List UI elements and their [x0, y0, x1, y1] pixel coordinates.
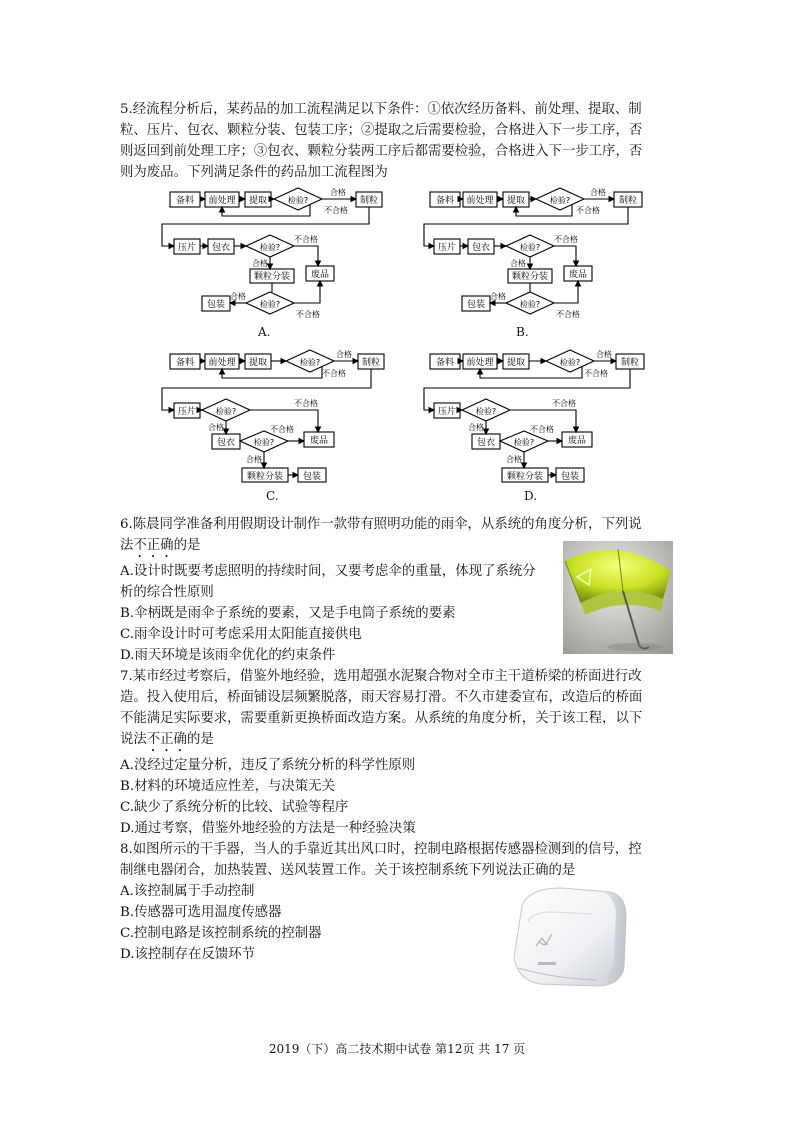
flow-c-yapian: 压片: [177, 407, 197, 417]
q6-option-d: D.雨天环境是该雨伞优化的约束条件: [120, 648, 336, 663]
q8-line-1: 8.如图所示的干手器，当人的手靠近其出风口时，控制电路根据传感器检测到的信号，控: [120, 842, 642, 857]
flow-c-jianyan-2: 检验?: [215, 407, 237, 416]
q6-option-a-2: 析的综合性原则: [120, 585, 214, 600]
q6-option-c: C.雨伞设计时可考虑采用太阳能直接供电: [120, 627, 362, 642]
flow-c-qianchuli: 前处理: [208, 358, 236, 368]
flow-d-buhege-1: 不合格: [584, 369, 608, 378]
flow-b-buhege-1: 不合格: [576, 206, 600, 215]
q8-option-c: C.控制电路是该控制系统的控制器: [120, 926, 322, 941]
option-b-label: B.: [516, 325, 529, 339]
flow-b-beiliao: 备料: [435, 196, 455, 206]
flow-b-jianyan-2: 检验?: [519, 243, 541, 252]
flow-a-buhege-2: 不合格: [294, 235, 318, 244]
flow-d-hege-1: 合格: [596, 350, 612, 359]
flow-a-buhege-1: 不合格: [324, 206, 348, 215]
q5-line-2: 粒、压片、包衣、颗粒分装、包装工序；②提取之后需要检验，合格进入下一步工序，否: [120, 123, 643, 138]
flow-b-jianyan-1: 检验?: [549, 196, 571, 205]
q7-emphasis: 不正确: [146, 732, 187, 747]
flow-a-buhege-3: 不合格: [296, 310, 320, 319]
q5-line-4: 则为废品。下列满足条件的药品加工流程图为: [120, 165, 388, 180]
flow-a-jianyan-1: 检验?: [287, 196, 309, 205]
flow-c-buhege-2: 不合格: [294, 399, 318, 408]
flow-b-tiqu: 提取: [506, 196, 526, 206]
flow-d-beiliao: 备料: [435, 358, 455, 368]
flow-b-buhege-2: 不合格: [554, 235, 578, 244]
flow-a-hege-2: 合格: [252, 259, 268, 268]
flow-d-feipin: 废品: [567, 436, 587, 446]
flow-c-baoyi: 包衣: [216, 438, 236, 448]
flow-a-keli: 颗粒分装: [253, 272, 291, 282]
q7-line-4-pre: 说法: [120, 732, 147, 747]
q8-option-d: D.该控制存在反馈环节: [120, 947, 256, 962]
q7-option-a: A.没经过定量分析，违反了系统分析的科学性原则: [120, 758, 416, 773]
flow-a-feipin: 废品: [310, 270, 330, 280]
q7-line-4-post: 的是: [186, 732, 214, 747]
flow-c-jianyan-1: 检验?: [299, 358, 321, 367]
flow-d-jianyan-3: 检验?: [513, 438, 535, 447]
flow-d-tiqu: 提取: [506, 358, 526, 368]
q6-option-a-1: A.设计时既要考虑照明的持续时间，又要考虑伞的重量，体现了系统分: [120, 564, 536, 579]
q6-line-1: 6.陈晨同学准备利用假期设计制作一款带有照明功能的雨伞，从系统的角度分析，下列说: [120, 517, 642, 532]
q7-line-1: 7.某市经过考察后，借鉴外地经验，选用超强水泥聚合物对全市主干道桥梁的桥面进行改: [120, 669, 642, 684]
flow-a-baozhuang: 包装: [206, 300, 226, 310]
q8-option-b: B.传感器可选用温度传感器: [120, 905, 282, 920]
flow-a-beiliao: 备料: [175, 196, 195, 206]
flow-c-tiqu: 提取: [248, 358, 268, 368]
flow-d-buhege-2: 不合格: [552, 399, 576, 408]
flow-c-beiliao: 备料: [175, 358, 195, 368]
q7-option-b: B.材料的环境适应性差，与决策无关: [120, 779, 335, 794]
flow-b-yapian: 压片: [437, 243, 457, 253]
q8-line-2: 制继电器闭合，加热装置、送风装置工作。关于该控制系统下列说法正确的是: [120, 863, 576, 878]
umbrella-image: [563, 541, 673, 654]
flow-a-jianyan-3: 检验?: [259, 300, 281, 309]
flow-a-yapian: 压片: [177, 243, 197, 253]
flow-d-qianchuli: 前处理: [466, 358, 494, 368]
flow-a-hege-3: 合格: [230, 292, 246, 301]
flow-c-hege-1: 合格: [336, 350, 352, 359]
option-d-label: D.: [524, 489, 538, 503]
flow-b-feipin: 废品: [568, 270, 588, 280]
flow-b-keli: 颗粒分装: [511, 272, 549, 282]
flow-d-hege-2: 合格: [468, 423, 484, 432]
flow-b-baoyi: 包衣: [471, 243, 491, 253]
q5-line-3: 则返回到前处理工序；③包衣、颗粒分装两工序后都需要检验，合格进入下一步工序，否: [120, 144, 643, 159]
flow-d-baoyi: 包衣: [476, 438, 496, 448]
q5-line-1: 5.经流程分析后，某药品的加工流程满足以下条件：①依次经历备料、前处理、提取、制: [120, 102, 642, 117]
page-footer: 2019（下）高二技术期中试卷 第12页 共 17 页: [268, 1042, 526, 1056]
flow-c-hege-3: 合格: [246, 455, 262, 464]
flow-c-buhege-1: 不合格: [322, 369, 346, 378]
q7-option-d: D.通过考察，借鉴外地经验的方法是一种经验决策: [120, 821, 416, 836]
flow-c-jianyan-3: 检验?: [253, 438, 275, 447]
hand-dryer-image: [492, 882, 642, 994]
flow-c-zhili: 制粒: [361, 358, 381, 368]
flow-d-jianyan-1: 检验?: [559, 358, 581, 367]
flow-b-hege-1: 合格: [590, 188, 606, 197]
flow-a-jianyan-2: 检验?: [259, 243, 281, 252]
flow-a-tiqu: 提取: [248, 196, 268, 206]
option-a-label: A.: [258, 325, 271, 339]
flow-b-hege-2: 合格: [510, 259, 526, 268]
flow-b-baozhuang: 包装: [466, 300, 486, 310]
flowchart-a: [158, 184, 398, 329]
flow-b-jianyan-3: 检验?: [519, 300, 541, 309]
flow-c-keli: 颗粒分装: [246, 472, 284, 482]
flow-d-zhili: 制粒: [620, 358, 640, 368]
flow-b-qianchuli: 前处理: [466, 196, 494, 206]
flow-c-feipin: 废品: [309, 436, 329, 446]
option-c-label: C.: [266, 489, 279, 503]
flow-d-buhege-3: 不合格: [530, 425, 554, 434]
q8-option-a: A.该控制属于手动控制: [120, 884, 255, 899]
flow-d-yapian: 压片: [437, 407, 457, 417]
q6-line-2-pre: 法: [120, 538, 134, 553]
q7-line-3: 不能满足实际要求，需要重新更换桥面改造方案。从系统的角度分析，关于该工程，以下: [120, 711, 643, 726]
q6-emphasis: 不正确: [133, 538, 174, 553]
flow-d-hege-3: 合格: [506, 455, 522, 464]
q6-option-b: B.伞柄既是雨伞子系统的要素，又是手电筒子系统的要素: [120, 606, 456, 621]
flowchart-c: [158, 346, 398, 486]
flow-b-hege-3: 合格: [490, 292, 506, 301]
q7-line-2: 造。投入使用后，桥面铺设层频繁脱落，雨天容易打滑。不久市建委宣布，改造后的桥面: [120, 690, 643, 705]
flow-b-zhili: 制粒: [618, 196, 638, 206]
q7-line-4: [120, 729, 680, 755]
flow-d-jianyan-2: 检验?: [475, 407, 497, 416]
flow-c-hege-2: 合格: [208, 423, 224, 432]
flow-b-buhege-3: 不合格: [556, 310, 580, 319]
q7-option-c: C.缺少了系统分析的比较、试验等程序: [120, 800, 349, 815]
flowchart-b: [418, 184, 658, 329]
flow-d-keli: 颗粒分装: [506, 472, 544, 482]
flow-a-zhili: 制粒: [359, 196, 379, 206]
flowchart-d: [418, 346, 658, 486]
q6-line-2-post: 的是: [173, 538, 201, 553]
flow-a-baoyi: 包衣: [211, 243, 231, 253]
flow-a-qianchuli: 前处理: [208, 196, 236, 206]
flow-a-hege-1: 合格: [330, 188, 346, 197]
flow-d-baozhuang: 包装: [560, 472, 580, 482]
flow-c-baozhuang: 包装: [302, 472, 322, 482]
flow-c-buhege-3: 不合格: [270, 425, 294, 434]
